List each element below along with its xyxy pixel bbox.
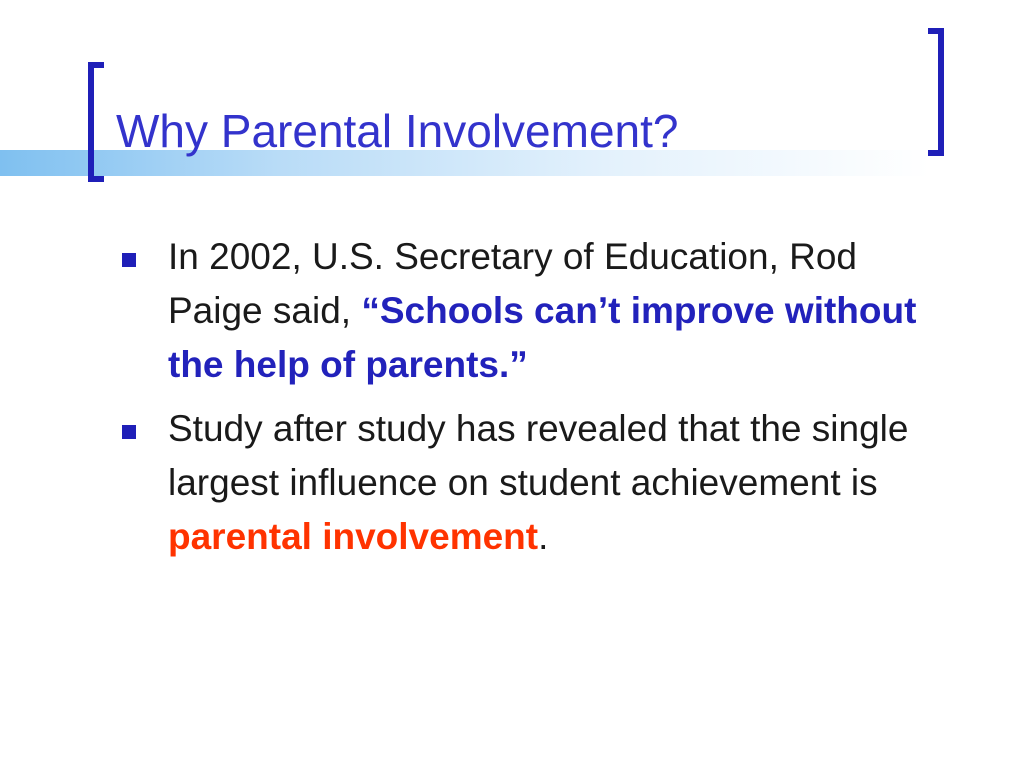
bullet-1-text: In 2002, U.S. Secretary of Education, Rod Paige said, bbox=[168, 236, 857, 331]
bullet-2-text-after: . bbox=[538, 516, 549, 557]
square-bullet-icon bbox=[122, 253, 136, 267]
bullet-item-1 bbox=[118, 230, 958, 392]
bullet-1-quote: “Schools can’t improve without the help of parents.” bbox=[168, 290, 917, 385]
left-bracket-decoration bbox=[88, 62, 104, 182]
right-bracket-decoration bbox=[928, 28, 944, 156]
bullet-2-text: Study after study has revealed that the single largest influence on student achievement is bbox=[168, 408, 909, 503]
bullet-item-2 bbox=[118, 402, 958, 564]
bullet-list bbox=[118, 230, 958, 574]
square-bullet-icon bbox=[122, 425, 136, 439]
bullet-2-highlight: parental involvement bbox=[168, 516, 539, 557]
slide-title: Why Parental Involvement? bbox=[116, 105, 679, 157]
